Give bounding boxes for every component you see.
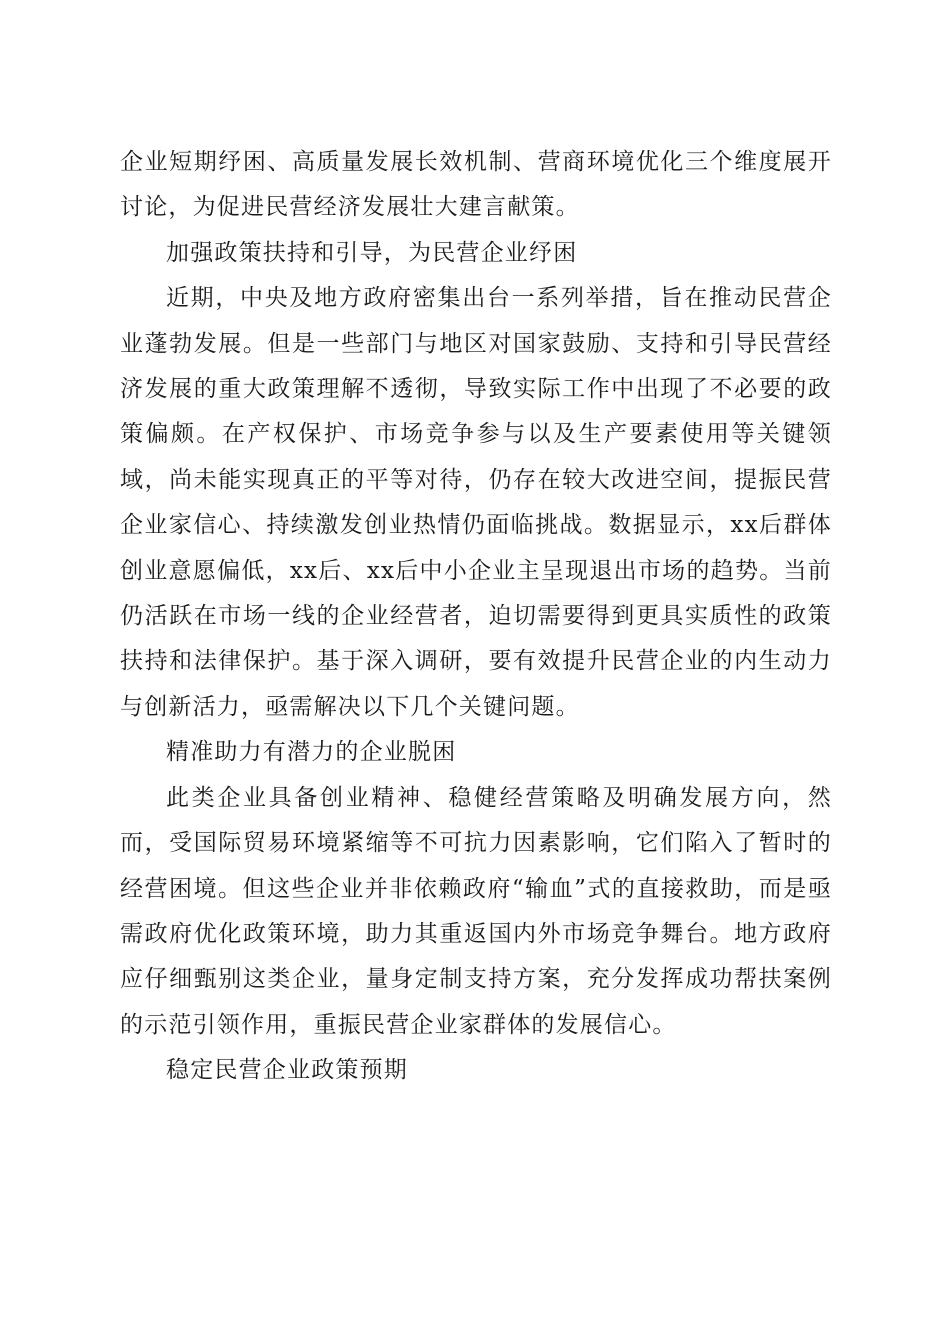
- document-body: [120, 140, 832, 1094]
- body-paragraph-policy-support: 近期，中央及地方政府密集出台一系列举措，旨在推动民营企业蓬勃发展。但是一些部门与地区对国家鼓励、支持和引导民营经济发展的重大政策理解不透彻，导致实际工作中出现了不必要的政策偏颇。在产权保护、市场竞争参与以及生产要素使用等关键领域，尚未能实现真正的平等对待，仍存在较大改进空间，提振民营企业家信心、持续激发创业热情仍面临挑战。数据显示，xx后群体创业意愿偏低，xx后、xx后中小企业主呈现退出市场的趋势。当前仍活跃在市场一线的企业经营者，迫切需要得到更具实质性的政策扶持和法律保护。基于深入调研，要有效提升民营企业的内生动力与创新活力，亟需解决以下几个关键问题。: [120, 285, 832, 720]
- section-heading-policy-support: 加强政策扶持和引导，为民营企业纾困: [166, 239, 578, 266]
- section-heading-potential-enterprises: 精准助力有潜力的企业脱困: [166, 739, 457, 766]
- section-heading-policy-expectations: 稳定民营企业政策预期: [166, 1057, 408, 1084]
- body-paragraph-potential-enterprises: 此类企业具备创业精神、稳健经营策略及明确发展方向，然而，受国际贸易环境紧缩等不可抗力因素影响，它们陷入了暂时的经营困境。但这些企业并非依赖政府“输血”式的直接救助，而是亟需政府优化政策环境，助力其重返国内外市场竞争舞台。地方政府应仔细甄别这类企业，量身定制支持方案，充分发挥成功帮扶案例的示范引领作用，重振民营企业家群体的发展信心。: [120, 784, 832, 1038]
- body-paragraph-continued: 企业短期纾困、高质量发展长效机制、营商环境优化三个维度展开讨论，为促进民营经济发展壮大建言献策。: [120, 149, 832, 221]
